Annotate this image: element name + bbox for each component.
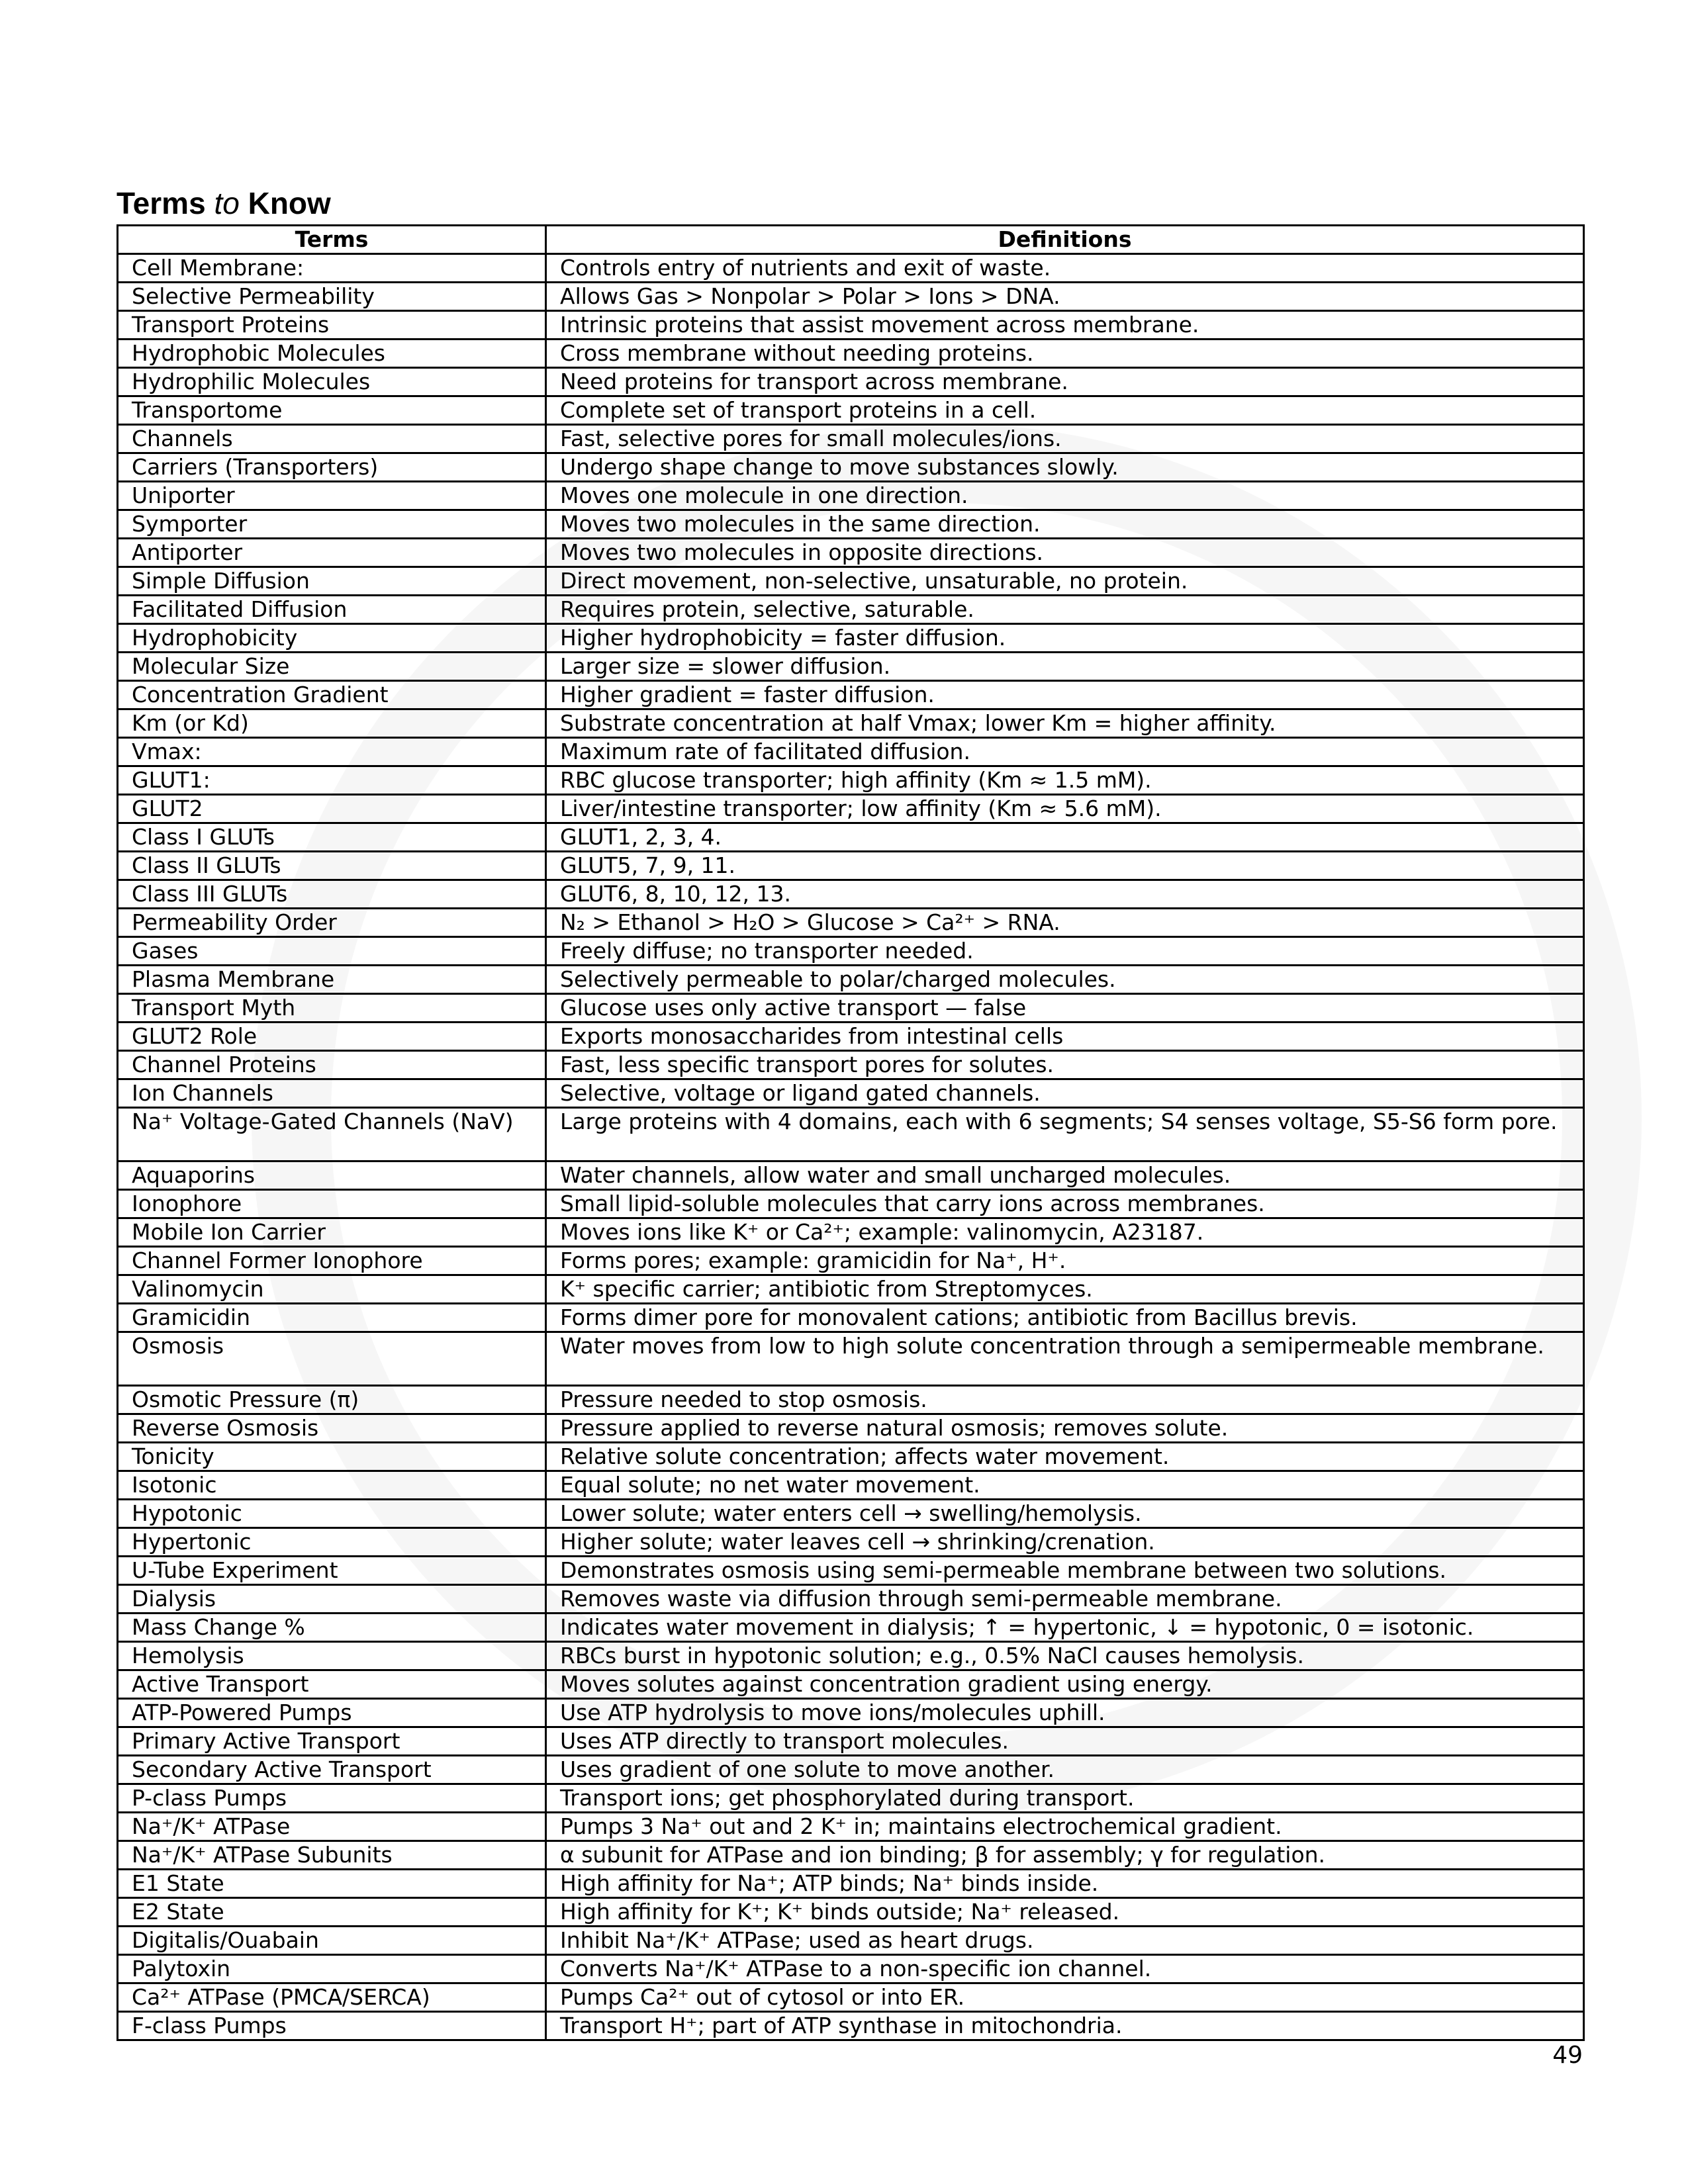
- definition-cell: Complete set of transport proteins in a cell.: [546, 396, 1584, 425]
- term-cell: Tonicity: [118, 1443, 546, 1471]
- table-row: [118, 1304, 1584, 1332]
- term-cell: Vmax:: [118, 738, 546, 766]
- table-header-row: [118, 226, 1584, 254]
- heading-word-terms: Terms: [117, 186, 206, 220]
- term-cell: Transport Myth: [118, 994, 546, 1023]
- table-row: [118, 653, 1584, 681]
- definition-cell: Need proteins for transport across membrane.: [546, 368, 1584, 396]
- term-cell: Osmotic Pressure (π): [118, 1386, 546, 1414]
- table-row: [118, 396, 1584, 425]
- definition-cell: K⁺ specific carrier; antibiotic from Streptomyces.: [546, 1275, 1584, 1304]
- definition-cell: Intrinsic proteins that assist movement across membrane.: [546, 311, 1584, 340]
- table-row: [118, 709, 1584, 738]
- definition-cell: Pumps Ca²⁺ out of cytosol or into ER.: [546, 1983, 1584, 2012]
- term-cell: Ca²⁺ ATPase (PMCA/SERCA): [118, 1983, 546, 2012]
- term-cell: GLUT2 Role: [118, 1023, 546, 1051]
- term-cell: Transportome: [118, 396, 546, 425]
- table-row: [118, 852, 1584, 880]
- table-row: [118, 482, 1584, 510]
- term-cell: Uniporter: [118, 482, 546, 510]
- term-cell: GLUT2: [118, 795, 546, 823]
- table-row: [118, 681, 1584, 709]
- definition-cell: Exports monosaccharides from intestinal cells: [546, 1023, 1584, 1051]
- term-cell: Hydrophilic Molecules: [118, 368, 546, 396]
- definition-cell: Requires protein, selective, saturable.: [546, 596, 1584, 624]
- definition-cell: High affinity for K⁺; K⁺ binds outside; Na⁺ released.: [546, 1898, 1584, 1927]
- table-row: [118, 1023, 1584, 1051]
- term-cell: Palytoxin: [118, 1955, 546, 1983]
- term-cell: Selective Permeability: [118, 283, 546, 311]
- definition-cell: Large proteins with 4 domains, each with 6 segments; S4 senses voltage, S5-S6 form pore.: [546, 1108, 1584, 1161]
- term-cell: Na⁺/K⁺ ATPase Subunits: [118, 1841, 546, 1870]
- definition-cell: Higher hydrophobicity = faster diffusion.: [546, 624, 1584, 653]
- table-row: [118, 738, 1584, 766]
- table-row: [118, 966, 1584, 994]
- term-cell: Mass Change %: [118, 1614, 546, 1642]
- term-cell: Ion Channels: [118, 1079, 546, 1108]
- table-row: [118, 539, 1584, 567]
- term-cell: Valinomycin: [118, 1275, 546, 1304]
- definition-cell: N₂ > Ethanol > H₂O > Glucose > Ca²⁺ > RNA.: [546, 909, 1584, 937]
- term-cell: ATP-Powered Pumps: [118, 1699, 546, 1727]
- column-header-definitions: Definitions: [546, 226, 1584, 254]
- table-row: [118, 1585, 1584, 1614]
- definition-cell: Pressure applied to reverse natural osmosis; removes solute.: [546, 1414, 1584, 1443]
- table-row: [118, 1898, 1584, 1927]
- table-row: [118, 425, 1584, 453]
- term-cell: Km (or Kd): [118, 709, 546, 738]
- table-row: [118, 1727, 1584, 1756]
- definition-cell: Controls entry of nutrients and exit of waste.: [546, 254, 1584, 283]
- term-cell: Hemolysis: [118, 1642, 546, 1670]
- term-cell: Hypotonic: [118, 1500, 546, 1528]
- column-header-terms: Terms: [118, 226, 546, 254]
- table-row: [118, 766, 1584, 795]
- table-row: [118, 1784, 1584, 1813]
- term-cell: Class II GLUTs: [118, 852, 546, 880]
- table-row: [118, 1218, 1584, 1247]
- definition-cell: Higher gradient = faster diffusion.: [546, 681, 1584, 709]
- definition-cell: Allows Gas > Nonpolar > Polar > Ions > DNA.: [546, 283, 1584, 311]
- term-cell: Plasma Membrane: [118, 966, 546, 994]
- table-row: [118, 1614, 1584, 1642]
- term-cell: Channels: [118, 425, 546, 453]
- definition-cell: Lower solute; water enters cell → swelling/hemolysis.: [546, 1500, 1584, 1528]
- definition-cell: Substrate concentration at half Vmax; lower Km = higher affinity.: [546, 709, 1584, 738]
- table-row: [118, 254, 1584, 283]
- definition-cell: RBC glucose transporter; high affinity (Km ≈ 1.5 mM).: [546, 766, 1584, 795]
- terms-table-body: [118, 254, 1584, 2040]
- table-row: [118, 1386, 1584, 1414]
- table-row: [118, 311, 1584, 340]
- table-row: [118, 823, 1584, 852]
- table-row: [118, 596, 1584, 624]
- term-cell: Osmosis: [118, 1332, 546, 1386]
- heading-word-know: Know: [248, 186, 331, 220]
- definition-cell: RBCs burst in hypotonic solution; e.g., 0.5% NaCl causes hemolysis.: [546, 1642, 1584, 1670]
- term-cell: P-class Pumps: [118, 1784, 546, 1813]
- definition-cell: Indicates water movement in dialysis; ↑ = hypertonic, ↓ = hypotonic, 0 = isotonic.: [546, 1614, 1584, 1642]
- table-row: [118, 1528, 1584, 1557]
- term-cell: Na⁺/K⁺ ATPase: [118, 1813, 546, 1841]
- term-cell: Ionophore: [118, 1190, 546, 1218]
- term-cell: Concentration Gradient: [118, 681, 546, 709]
- table-row: [118, 909, 1584, 937]
- term-cell: Active Transport: [118, 1670, 546, 1699]
- term-cell: Hydrophobic Molecules: [118, 340, 546, 368]
- table-row: [118, 1247, 1584, 1275]
- table-row: [118, 1190, 1584, 1218]
- definition-cell: Moves one molecule in one direction.: [546, 482, 1584, 510]
- term-cell: Class I GLUTs: [118, 823, 546, 852]
- term-cell: Hypertonic: [118, 1528, 546, 1557]
- definition-cell: Use ATP hydrolysis to move ions/molecules uphill.: [546, 1699, 1584, 1727]
- definition-cell: Converts Na⁺/K⁺ ATPase to a non-specific ion channel.: [546, 1955, 1584, 1983]
- definition-cell: α subunit for ATPase and ion binding; β for assembly; γ for regulation.: [546, 1841, 1584, 1870]
- heading-word-to: to: [214, 186, 240, 220]
- table-row: [118, 1699, 1584, 1727]
- definition-cell: Uses ATP directly to transport molecules.: [546, 1727, 1584, 1756]
- table-row: [118, 937, 1584, 966]
- definition-cell: Maximum rate of facilitated diffusion.: [546, 738, 1584, 766]
- table-row: [118, 1557, 1584, 1585]
- table-row: [118, 1443, 1584, 1471]
- table-row: [118, 1955, 1584, 1983]
- term-cell: Facilitated Diffusion: [118, 596, 546, 624]
- term-cell: Class III GLUTs: [118, 880, 546, 909]
- term-cell: Isotonic: [118, 1471, 546, 1500]
- definition-cell: Undergo shape change to move substances slowly.: [546, 453, 1584, 482]
- page-number: 49: [1552, 2042, 1583, 2069]
- term-cell: Carriers (Transporters): [118, 453, 546, 482]
- table-row: [118, 2012, 1584, 2040]
- definition-cell: Demonstrates osmosis using semi-permeable membrane between two solutions.: [546, 1557, 1584, 1585]
- definition-cell: Water channels, allow water and small uncharged molecules.: [546, 1161, 1584, 1190]
- terms-table: [117, 224, 1585, 2041]
- term-cell: Molecular Size: [118, 653, 546, 681]
- definition-cell: Water moves from low to high solute concentration through a semipermeable membrane.: [546, 1332, 1584, 1386]
- table-row: [118, 1813, 1584, 1841]
- definition-cell: Pressure needed to stop osmosis.: [546, 1386, 1584, 1414]
- table-row: [118, 368, 1584, 396]
- term-cell: Symporter: [118, 510, 546, 539]
- table-row: [118, 340, 1584, 368]
- table-row: [118, 1275, 1584, 1304]
- definition-cell: Freely diffuse; no transporter needed.: [546, 937, 1584, 966]
- term-cell: Hydrophobicity: [118, 624, 546, 653]
- table-row: [118, 1332, 1584, 1386]
- term-cell: GLUT1:: [118, 766, 546, 795]
- table-row: [118, 624, 1584, 653]
- definition-cell: Transport ions; get phosphorylated during transport.: [546, 1784, 1584, 1813]
- definition-cell: Removes waste via diffusion through semi-permeable membrane.: [546, 1585, 1584, 1614]
- definition-cell: Fast, less specific transport pores for solutes.: [546, 1051, 1584, 1079]
- definition-cell: Small lipid-soluble molecules that carry ions across membranes.: [546, 1190, 1584, 1218]
- table-row: [118, 283, 1584, 311]
- term-cell: Channel Proteins: [118, 1051, 546, 1079]
- definition-cell: GLUT1, 2, 3, 4.: [546, 823, 1584, 852]
- term-cell: F-class Pumps: [118, 2012, 546, 2040]
- term-cell: E2 State: [118, 1898, 546, 1927]
- term-cell: Gramicidin: [118, 1304, 546, 1332]
- definition-cell: Forms pores; example: gramicidin for Na⁺, H⁺.: [546, 1247, 1584, 1275]
- definition-cell: Higher solute; water leaves cell → shrinking/crenation.: [546, 1528, 1584, 1557]
- definition-cell: Fast, selective pores for small molecules/ions.: [546, 425, 1584, 453]
- table-row: [118, 1414, 1584, 1443]
- term-cell: Cell Membrane:: [118, 254, 546, 283]
- definition-cell: Pumps 3 Na⁺ out and 2 K⁺ in; maintains electrochemical gradient.: [546, 1813, 1584, 1841]
- definition-cell: Uses gradient of one solute to move another.: [546, 1756, 1584, 1784]
- definition-cell: Moves two molecules in opposite directions.: [546, 539, 1584, 567]
- table-row: [118, 1670, 1584, 1699]
- table-row: [118, 1051, 1584, 1079]
- definition-cell: Transport H⁺; part of ATP synthase in mitochondria.: [546, 2012, 1584, 2040]
- table-row: [118, 1079, 1584, 1108]
- definition-cell: Moves solutes against concentration gradient using energy.: [546, 1670, 1584, 1699]
- definition-cell: Larger size = slower diffusion.: [546, 653, 1584, 681]
- definition-cell: Inhibit Na⁺/K⁺ ATPase; used as heart drugs.: [546, 1927, 1584, 1955]
- table-row: [118, 880, 1584, 909]
- definition-cell: Moves ions like K⁺ or Ca²⁺; example: valinomycin, A23187.: [546, 1218, 1584, 1247]
- term-cell: E1 State: [118, 1870, 546, 1898]
- term-cell: Dialysis: [118, 1585, 546, 1614]
- table-row: [118, 1756, 1584, 1784]
- definition-cell: Equal solute; no net water movement.: [546, 1471, 1584, 1500]
- table-row: [118, 1161, 1584, 1190]
- table-row: [118, 453, 1584, 482]
- term-cell: Mobile Ion Carrier: [118, 1218, 546, 1247]
- definition-cell: Liver/intestine transporter; low affinity (Km ≈ 5.6 mM).: [546, 795, 1584, 823]
- term-cell: Primary Active Transport: [118, 1727, 546, 1756]
- table-row: [118, 1642, 1584, 1670]
- definition-cell: Glucose uses only active transport — false: [546, 994, 1584, 1023]
- term-cell: Digitalis/Ouabain: [118, 1927, 546, 1955]
- definition-cell: Moves two molecules in the same direction.: [546, 510, 1584, 539]
- table-row: [118, 1983, 1584, 2012]
- term-cell: Transport Proteins: [118, 311, 546, 340]
- table-row: [118, 994, 1584, 1023]
- table-row: [118, 1927, 1584, 1955]
- table-row: [118, 1108, 1584, 1161]
- definition-cell: High affinity for Na⁺; ATP binds; Na⁺ binds inside.: [546, 1870, 1584, 1898]
- term-cell: U-Tube Experiment: [118, 1557, 546, 1585]
- definition-cell: Selectively permeable to polar/charged molecules.: [546, 966, 1584, 994]
- term-cell: Simple Diffusion: [118, 567, 546, 596]
- term-cell: Secondary Active Transport: [118, 1756, 546, 1784]
- table-row: [118, 1500, 1584, 1528]
- table-row: [118, 567, 1584, 596]
- term-cell: Antiporter: [118, 539, 546, 567]
- term-cell: Na⁺ Voltage-Gated Channels (NaV): [118, 1108, 546, 1161]
- table-row: [118, 510, 1584, 539]
- term-cell: Reverse Osmosis: [118, 1414, 546, 1443]
- table-row: [118, 1870, 1584, 1898]
- table-row: [118, 1471, 1584, 1500]
- term-cell: Channel Former Ionophore: [118, 1247, 546, 1275]
- table-row: [118, 1841, 1584, 1870]
- table-row: [118, 795, 1584, 823]
- definition-cell: Relative solute concentration; affects water movement.: [546, 1443, 1584, 1471]
- section-heading: [117, 185, 331, 221]
- term-cell: Aquaporins: [118, 1161, 546, 1190]
- term-cell: Gases: [118, 937, 546, 966]
- term-cell: Permeability Order: [118, 909, 546, 937]
- definition-cell: Direct movement, non-selective, unsaturable, no protein.: [546, 567, 1584, 596]
- definition-cell: Cross membrane without needing proteins.: [546, 340, 1584, 368]
- definition-cell: Selective, voltage or ligand gated channels.: [546, 1079, 1584, 1108]
- definition-cell: Forms dimer pore for monovalent cations; antibiotic from Bacillus brevis.: [546, 1304, 1584, 1332]
- definition-cell: GLUT5, 7, 9, 11.: [546, 852, 1584, 880]
- definition-cell: GLUT6, 8, 10, 12, 13.: [546, 880, 1584, 909]
